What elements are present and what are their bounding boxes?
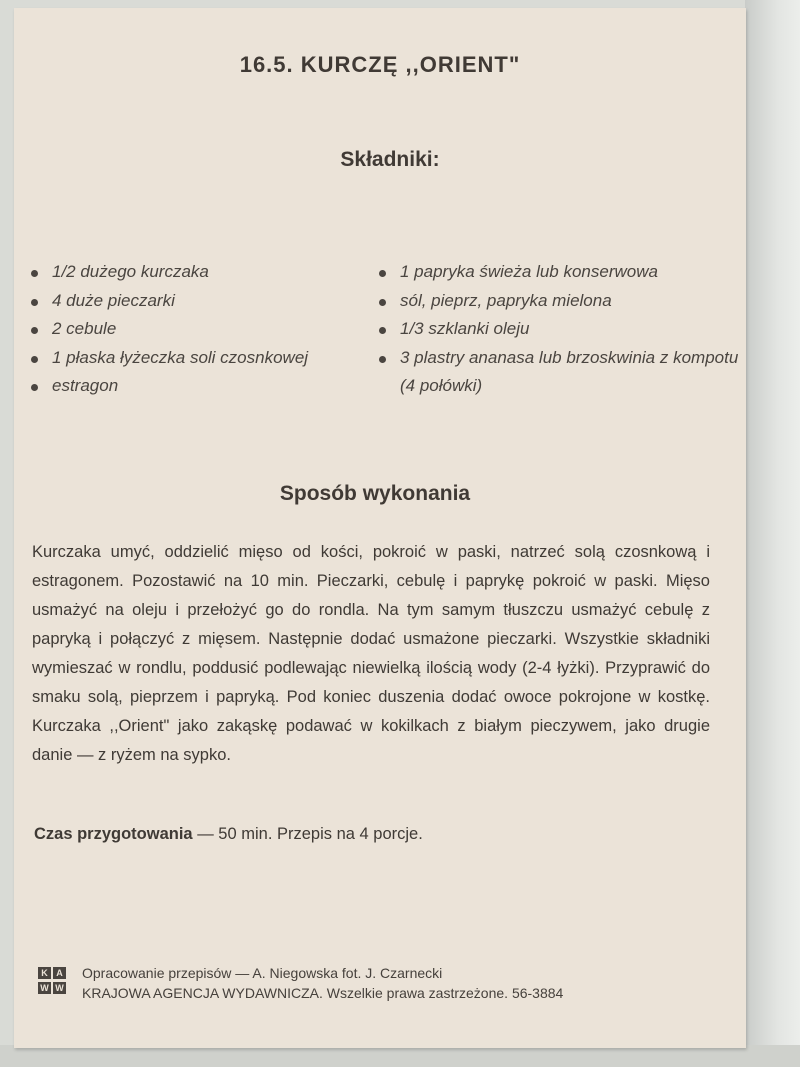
prep-time-value: — 50 min. Przepis na 4 porcje. [192,825,423,843]
prep-time [34,825,423,844]
method-text: Kurczaka umyć, oddzielić mięso od kości, pokroić w paski, natrzeć solą czosnkową i estragonem. Pozostawić na 10 min. Pieczarki, cebulę i paprykę pokroić w paski. Mięso usmażyć na oleju i przełożyć go do rondla. Na tym samym tłuszczu usmażyć cebulę z papryką i połączyć z mięsem. Następnie dodać usmażone pieczarki. Wszystkie składniki wymieszać w rondlu, poddusić podlewając niewielką ilością wody (2-4 łyżki). Przyprawić do smaku solą, pieprzem i papryką. Pod koniec duszenia dodać owoce pokrojone w kostkę. Kurczaka ,,Orient" jako zakąskę podawać w kokilkach z białym pieczywem, jako drugie danie — z ryżem na sypko. [32,543,710,764]
footer-credits [82,963,563,1003]
ingredients-list-left [28,258,378,401]
logo-letter: W [53,982,66,994]
footer-line-publisher: KRAJOWA AGENCJA WYDAWNICZA. Wszelkie prawa zastrzeżone. 56-3884 [82,985,564,1001]
recipe-title: 16.5. KURCZĘ ,,ORIENT" [239,52,521,77]
ingredient-item: 4 duże pieczarki [28,287,378,316]
ingredient-item: sól, pieprz, papryka mielona [376,287,744,316]
logo-letter: W [38,982,51,994]
logo-letter: K [38,967,51,979]
footer-line-credits: Opracowanie przepisów — A. Niegowska fot. J. Czarnecki [82,965,443,981]
background-bottom [0,1045,800,1067]
ingredient-item: 1 płaska łyżeczka soli czosnkowej [28,344,378,373]
recipe-card [14,8,746,1048]
ingredient-item: 2 cebule [28,315,378,344]
ingredient-item: 1/3 szklanki oleju [376,315,744,344]
logo-letter: A [53,967,66,979]
method-heading: Sposób wykonania [279,482,471,505]
ingredients-list-right [376,258,744,401]
ingredient-item: 1/2 dużego kurczaka [28,258,378,287]
ingredient-item: estragon [28,372,378,401]
ingredients-heading: Składniki: [340,148,440,171]
ingredient-item: 3 plastry ananasa lub brzoskwinia z kompotu (4 połówki) [376,344,744,401]
ingredient-item: 1 papryka świeża lub konserwowa [376,258,744,287]
prep-time-label: Czas przygotowania [34,825,193,843]
publisher-logo [38,967,70,997]
